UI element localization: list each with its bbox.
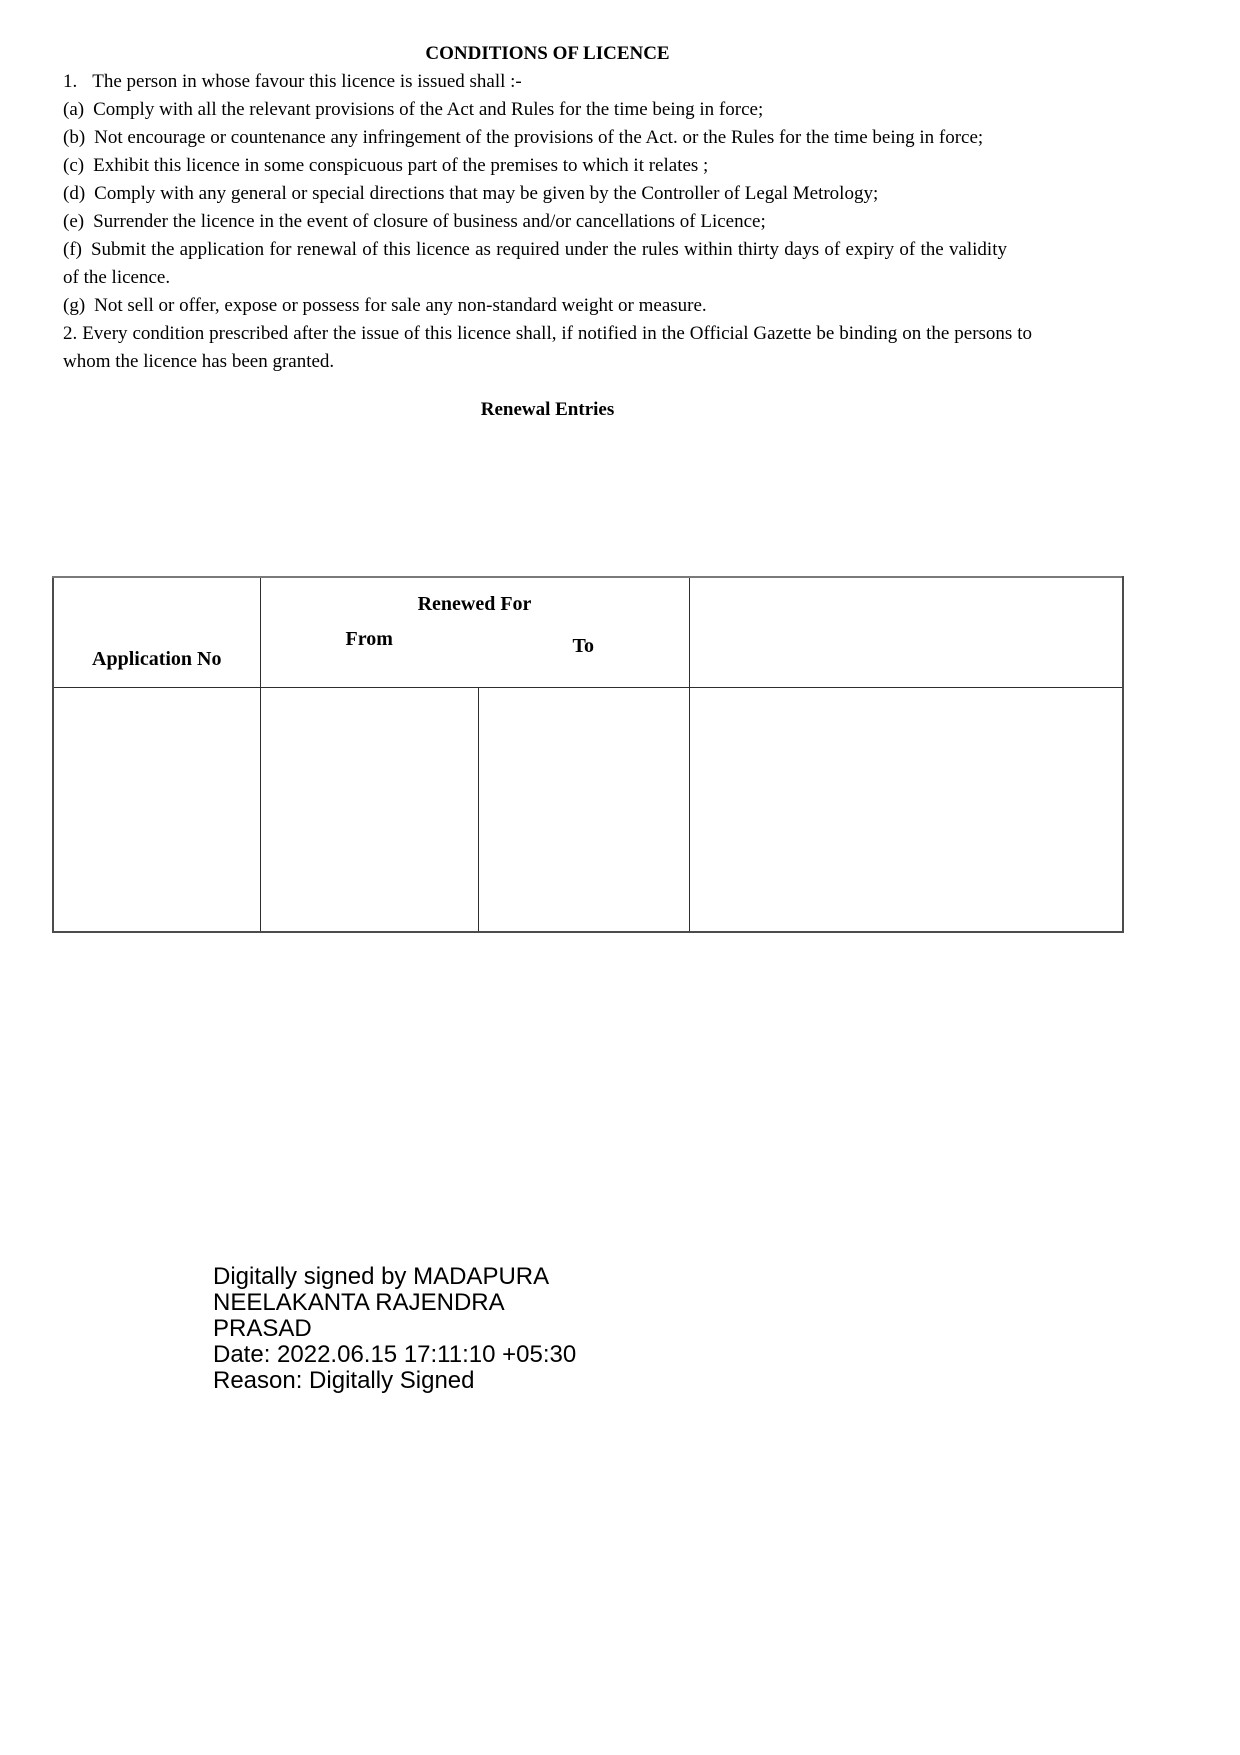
signature-date-line: Date: 2022.06.15 17:11:10 +05:30	[213, 1341, 577, 1368]
subclause-c-label: (c)	[63, 155, 85, 176]
subclause-c	[63, 152, 1007, 180]
subclause-b	[63, 124, 1007, 152]
subclause-f-label: (f)	[63, 239, 82, 260]
renewed-for-label: Renewed For	[417, 593, 532, 615]
digital-signature-block	[213, 1264, 833, 1394]
renewed-for-header-cell	[260, 577, 689, 688]
clause-1-text: The person in whose favour this licence is issued shall :-	[92, 71, 522, 92]
subclause-g-label: (g)	[63, 295, 86, 316]
signature-line-1: Digitally signed by MADAPURA	[213, 1263, 550, 1290]
subclause-b-label: (b)	[63, 127, 86, 148]
page-title: CONDITIONS OF LICENCE	[425, 43, 670, 64]
subclause-g	[63, 292, 1007, 320]
renewal-table	[52, 576, 1124, 933]
subclause-a-label: (a)	[63, 99, 85, 120]
subclause-e-label: (e)	[63, 211, 85, 232]
renewal-table-entry-row	[53, 688, 1123, 933]
conditions-text-block	[63, 0, 1032, 424]
subclause-a-text: Comply with all the relevant provisions of the Act and Rules for the time being in force;	[93, 99, 764, 120]
application-no-header-cell: Application No	[53, 577, 260, 688]
renewed-to-entry-cell	[478, 688, 689, 933]
subclause-d-label: (d)	[63, 183, 86, 204]
clause-2-number: 2.	[63, 323, 78, 344]
blank-header-cell	[689, 577, 1123, 688]
blank-entry-cell	[689, 688, 1123, 933]
subclause-g-text: Not sell or offer, expose or possess for sale any non-standard weight or measure.	[94, 295, 707, 316]
subclause-d	[63, 180, 1007, 208]
subclause-d-text: Comply with any general or special directions that may be given by the Controller of Legal Metrology;	[94, 183, 879, 204]
renewed-from-entry-cell	[260, 688, 478, 933]
signature-line-2: NEELAKANTA RAJENDRA	[213, 1289, 505, 1316]
clause-1	[63, 68, 1032, 96]
to-header-label: To	[572, 635, 594, 657]
renewal-table-header-row	[53, 577, 1123, 688]
signature-line-3: PRASAD	[213, 1315, 312, 1342]
subclause-e-text: Surrender the licence in the event of closure of business and/or cancellations of Licence;	[93, 211, 766, 232]
clause-2	[63, 320, 1032, 376]
from-to-subheader-row	[261, 628, 689, 658]
subclause-b-text: Not encourage or countenance any infringement of the provisions of the Act. or the Rules for the time being in force;	[94, 127, 984, 148]
subclause-f-text: Submit the application for renewal of this licence as required under the rules within thirty days of expiry of the validity of the licence.	[63, 239, 1007, 288]
from-header-label: From	[345, 628, 393, 650]
signature-reason-line: Reason: Digitally Signed	[213, 1367, 475, 1394]
subclause-a	[63, 96, 1007, 124]
clause-1-number: 1.	[63, 71, 78, 92]
subclause-c-text: Exhibit this licence in some conspicuous part of the premises to which it relates ;	[93, 155, 709, 176]
subclause-e	[63, 208, 1007, 236]
clause-2-text: Every condition prescribed after the issue of this licence shall, if notified in the Official Gazette be binding on the persons to whom the licence has been granted.	[63, 323, 1033, 372]
renewal-entries-heading: Renewal Entries	[480, 399, 615, 420]
application-no-entry-cell	[53, 688, 260, 933]
subclause-f	[63, 236, 1007, 292]
